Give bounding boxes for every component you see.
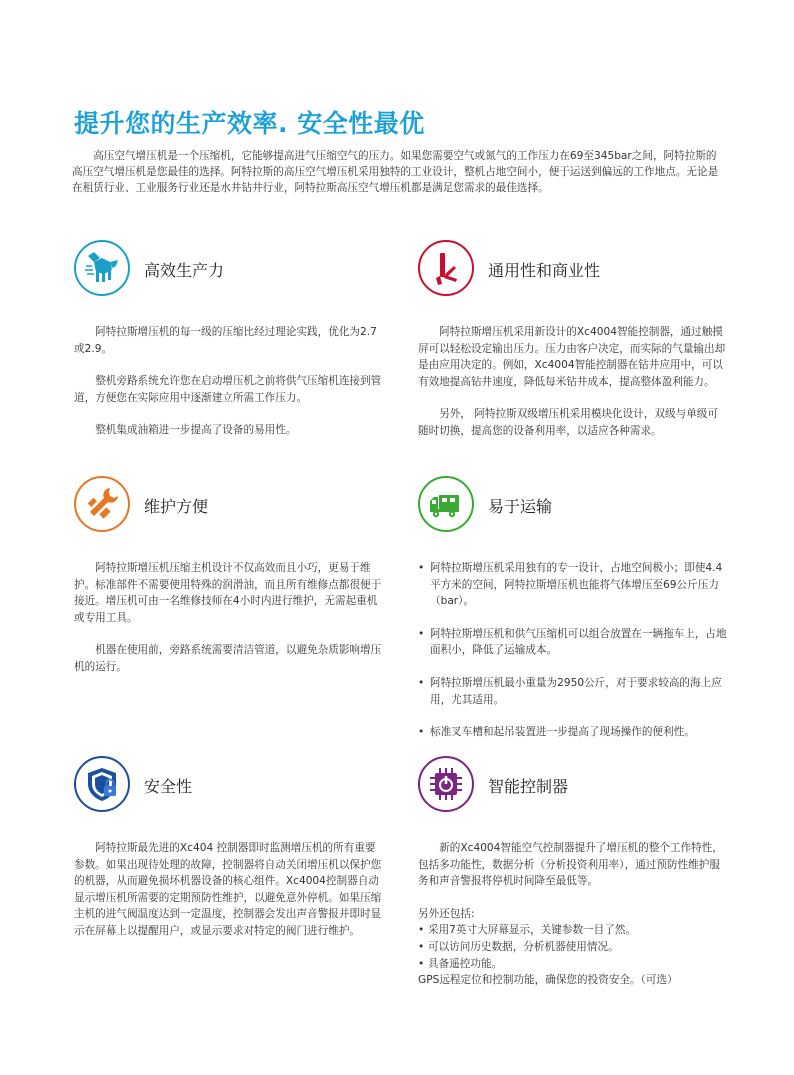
list-item: • 标准叉车槽和起吊装置进一步提高了现场操作的便利性。 [418,724,728,741]
also-includes-label: 另外还包括: [418,907,475,920]
section-title: 安全性 [144,777,193,796]
gps-note: GPS远程定位和控制功能，确保您的投资安全。（可选） [418,974,678,987]
paragraph: 阿特拉斯最先进的Xc404 控制器即时监测增压机的所有重要参数。如果出现待处理的故障，控制器将自动关闭增压机以保护您的机器，从而避免损坏机器设备的核心组件。Xc4004控制器自动显示增压机所需要的定期预防性维护，以避免意外停机。如果压缩主机的进气阀温度达到一定温度，控制器会发出声音警报并即时显示在屏幕上以提醒用户，或显示要求对特定的阀门进行维护。 [74,842,382,937]
paragraph: 阿特拉斯增压机采用新设计的Xc4004智能控制器，通过触摸屏可以轻松设定输出压力。压力由客户决定，而实际的气量输出却是由应用决定的。例如，Xc4004智能控制器在钻井应用中，可以有效地提高钻井速度，降低每米钻井成本，提高整体盈利能力。 [418,326,726,388]
section-title: 维护方便 [144,497,209,516]
section-safety [74,756,384,956]
versatility-icon [418,240,474,296]
list-item: • 阿特拉斯增压机最小重量为2950公斤，对于要求较高的海上应用，尤其适用。 [418,675,728,708]
section-productivity [74,240,384,455]
list-item: • 采用7英寸大屏幕显示，关键参数一目了然。 [418,922,728,939]
wrench-icon [74,476,130,532]
paragraph: 机器在使用前，旁路系统需要清洁管道，以避免杂质影响增压机的运行。 [74,644,382,673]
paragraph: 整机集成油箱进一步提高了设备的易用性。 [95,424,297,437]
paragraph: 新的Xc4004智能空气控制器提升了增压机的整个工作特性，包括多功能性，数据分析（分析投资利用率），通过预防性维护服务和声音警报将停机时间降至最低等。 [418,842,723,888]
paragraph: 整机旁路系统允许您在启动增压机之前将供气压缩机连接到管道，方便您在实际应用中逐渐建立所需工作压力。 [74,375,382,404]
section-title: 易于运输 [488,497,553,516]
intro-paragraph: 高压空气增压机是一个压缩机，它能够提高进气压缩空气的压力。如果您需要空气或氮气的工作压力在69至345bar之间，阿特拉斯的高压空气增压机是您最佳的选择。阿特拉斯的高压空气增压机采用独特的工业设计，整机占地空间小，便于运送到偏远的工作地点。无论是在租赁行业、工业服务行业还是水井钻井行业，阿特拉斯高压空气增压机都是满足您需求的最佳选择。 [72,150,719,194]
productivity-icon [74,240,130,296]
shield-icon [74,756,130,812]
paragraph: 另外， 阿特拉斯双级增压机采用模块化设计，双级与单级可随时切换，提高您的设备利用率，以适应各种需求。 [418,408,718,437]
section-title: 通用性和商业性 [488,261,601,280]
section-transport [418,476,728,757]
section-controller [418,756,728,989]
section-title: 智能控制器 [488,777,569,796]
list-item: • 可以访问历史数据，分析机器使用情况。 [418,939,728,956]
section-maintenance [74,476,384,692]
section-title: 高效生产力 [144,261,225,280]
truck-icon [418,476,474,532]
page-title: 提升您的生产效率. 安全性最优 [74,109,425,138]
section-versatility [418,240,728,456]
chip-icon [418,756,474,812]
list-item: • 具备遥控功能。 [418,956,728,973]
paragraph: 阿特拉斯增压机压缩主机设计不仅高效而且小巧，更易于维护。标准部件不需要使用特殊的润滑油，而且所有维修点都很便于接近。增压机可由一名维修技师在4小时内进行维护，无需起重机或专用工具。 [74,562,382,624]
paragraph: 阿特拉斯增压机的每一级的压缩比经过理论实践，优化为2.7或2.9。 [74,326,377,355]
list-item: • 阿特拉斯增压机和供气压缩机可以组合放置在一辆拖车上，占地面积小，降低了运输成本。 [418,626,728,659]
list-item: • 阿特拉斯增压机采用独有的专一设计，占地空间极小；即使4.4平方米的空间，阿特拉斯增压机也能将气体增压至69公斤压力（bar）。 [418,560,728,610]
